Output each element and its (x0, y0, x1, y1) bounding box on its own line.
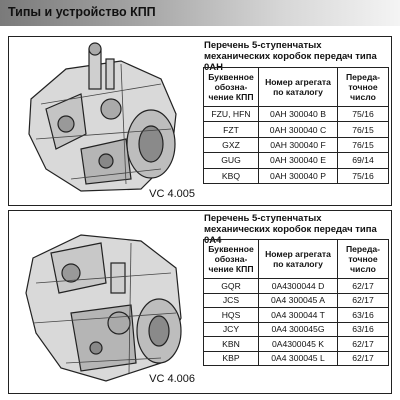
cell-code: KBN (204, 337, 259, 352)
figure-label-0ah: VC 4.005 (149, 188, 195, 200)
gearbox-0ah-illustration (11, 39, 201, 203)
cell-number: 0AH 300040 B (259, 107, 338, 122)
cell-number: 0AH 300040 P (259, 168, 338, 183)
table-row (204, 351, 389, 366)
column-header-ratio: Переда-точное число (338, 240, 389, 279)
table-0ah (203, 67, 389, 184)
cell-code: GUG (204, 153, 259, 168)
cell-number: 0AH 300040 C (259, 122, 338, 137)
section-0ah (8, 36, 392, 206)
table-row (204, 337, 389, 352)
column-header-code: Буквенное обозна-чение КПП (204, 68, 259, 107)
table-header-row (204, 240, 389, 279)
cell-ratio: 63/16 (338, 322, 389, 337)
cell-code: KBQ (204, 168, 259, 183)
cell-number: 0A4 300045 L (259, 351, 338, 366)
column-header-code: Буквенное обозна-чение КПП (204, 240, 259, 279)
cell-ratio: 62/17 (338, 293, 389, 308)
cell-ratio: 62/17 (338, 279, 389, 294)
table-row (204, 293, 389, 308)
cell-code: KBP (204, 351, 259, 366)
cell-number: 0AH 300040 E (259, 153, 338, 168)
table-header-row (204, 68, 389, 107)
cell-ratio: 75/16 (338, 168, 389, 183)
cell-number: 0A4 300044 T (259, 308, 338, 323)
cell-code: GXZ (204, 137, 259, 152)
cell-code: FZT (204, 122, 259, 137)
cell-number: 0A4 300045 A (259, 293, 338, 308)
cell-ratio: 76/15 (338, 137, 389, 152)
cell-code: JCS (204, 293, 259, 308)
cell-code: JCY (204, 322, 259, 337)
cell-code: FZU, HFN (204, 107, 259, 122)
cell-code: HQS (204, 308, 259, 323)
cell-ratio: 63/16 (338, 308, 389, 323)
cell-ratio: 69/14 (338, 153, 389, 168)
section-0a4 (8, 210, 392, 394)
gearbox-0a4-illustration (11, 213, 201, 391)
list-title-0a4: Перечень 5-ступенчатых механических коробок передач типа 0А4 (204, 213, 377, 246)
cell-ratio: 62/17 (338, 337, 389, 352)
cell-ratio: 75/16 (338, 107, 389, 122)
table-row (204, 137, 389, 152)
table-0a4 (203, 239, 389, 366)
list-title-0ah: Перечень 5-ступенчатых механических коробок передач типа 0АН (204, 40, 377, 73)
column-header-ratio: Переда-точное число (338, 68, 389, 107)
table-row (204, 122, 389, 137)
cell-ratio: 76/15 (338, 122, 389, 137)
header-bar (0, 0, 400, 26)
cell-number: 0AH 300040 F (259, 137, 338, 152)
table-row (204, 322, 389, 337)
table-row (204, 168, 389, 183)
cell-number: 0A4300045 K (259, 337, 338, 352)
gearbox-0a4-drawing (11, 213, 201, 391)
table-row (204, 279, 389, 294)
cell-ratio: 62/17 (338, 351, 389, 366)
column-header-number: Номер агрегата по каталогу (259, 68, 338, 107)
page-title: Типы и устройство КПП (8, 5, 156, 19)
table-row (204, 308, 389, 323)
cell-number: 0A4 300045G (259, 322, 338, 337)
gearbox-0ah-drawing (11, 39, 201, 203)
cell-code: GQR (204, 279, 259, 294)
cell-number: 0A4300044 D (259, 279, 338, 294)
table-row (204, 107, 389, 122)
figure-label-0a4: VC 4.006 (149, 373, 195, 385)
table-row (204, 153, 389, 168)
column-header-number: Номер агрегата по каталогу (259, 240, 338, 279)
